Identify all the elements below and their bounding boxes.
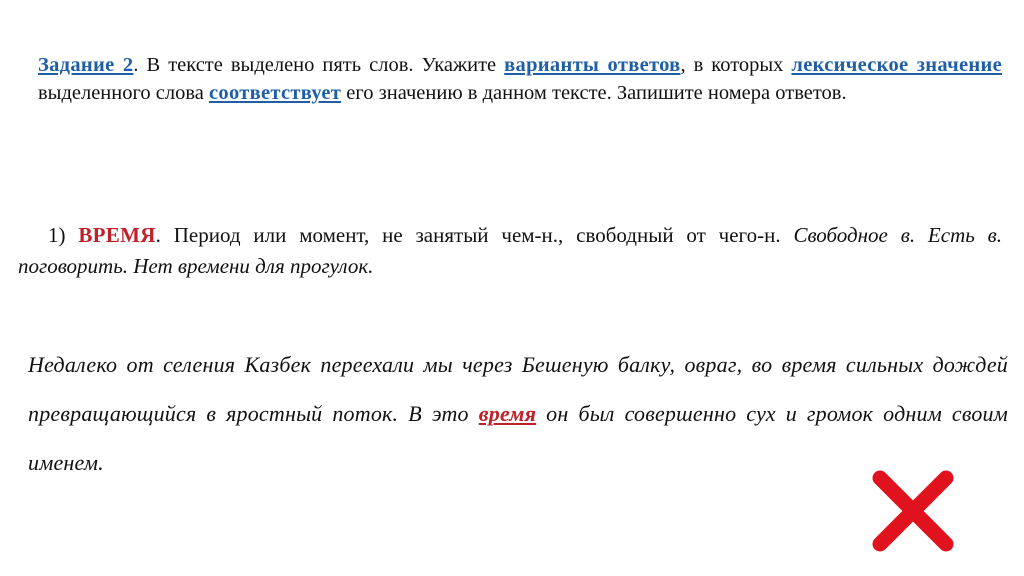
task-label: Задание 2 [38, 54, 134, 76]
task-text-part2: , в которых [680, 54, 792, 76]
task-text-part4: его значению в данном тексте. Запишите номера ответов. [341, 82, 847, 104]
definition-examples: Свободное в. Есть в. поговорить. Нет времени для прогулок. [18, 223, 1002, 278]
definition-headword-dot: . [155, 223, 161, 247]
task-instruction [38, 51, 1002, 107]
quote-text-before: Недалеко от селения Казбек переехали мы через Бешеную балку, овраг, во время сильных дождей превращающийся в яростный поток. В это [28, 352, 1008, 426]
quote-highlighted-word: время [478, 401, 537, 426]
task-text-part1: В тексте выделено пять слов. Укажите [146, 54, 505, 76]
keyword-corresponds: соответствует [209, 82, 342, 104]
definition-headword: ВРЕМЯ [78, 223, 156, 247]
dictionary-definition [18, 220, 1002, 282]
literary-quote [28, 340, 1008, 487]
keyword-lexical-meaning: лексическое значение [791, 54, 1002, 76]
task-text-part3: выделенного слова [38, 82, 209, 104]
task-label-separator: . [133, 54, 147, 76]
definition-text: Период или момент, не занятый чем-н., свободный от чего-н. [160, 223, 794, 247]
keyword-answer-options: варианты ответов [504, 54, 681, 76]
cross-icon [870, 468, 956, 554]
quote-text-after: он был совершенно сух и громок одним своим именем. [28, 401, 1008, 475]
definition-number: 1) [48, 223, 66, 247]
